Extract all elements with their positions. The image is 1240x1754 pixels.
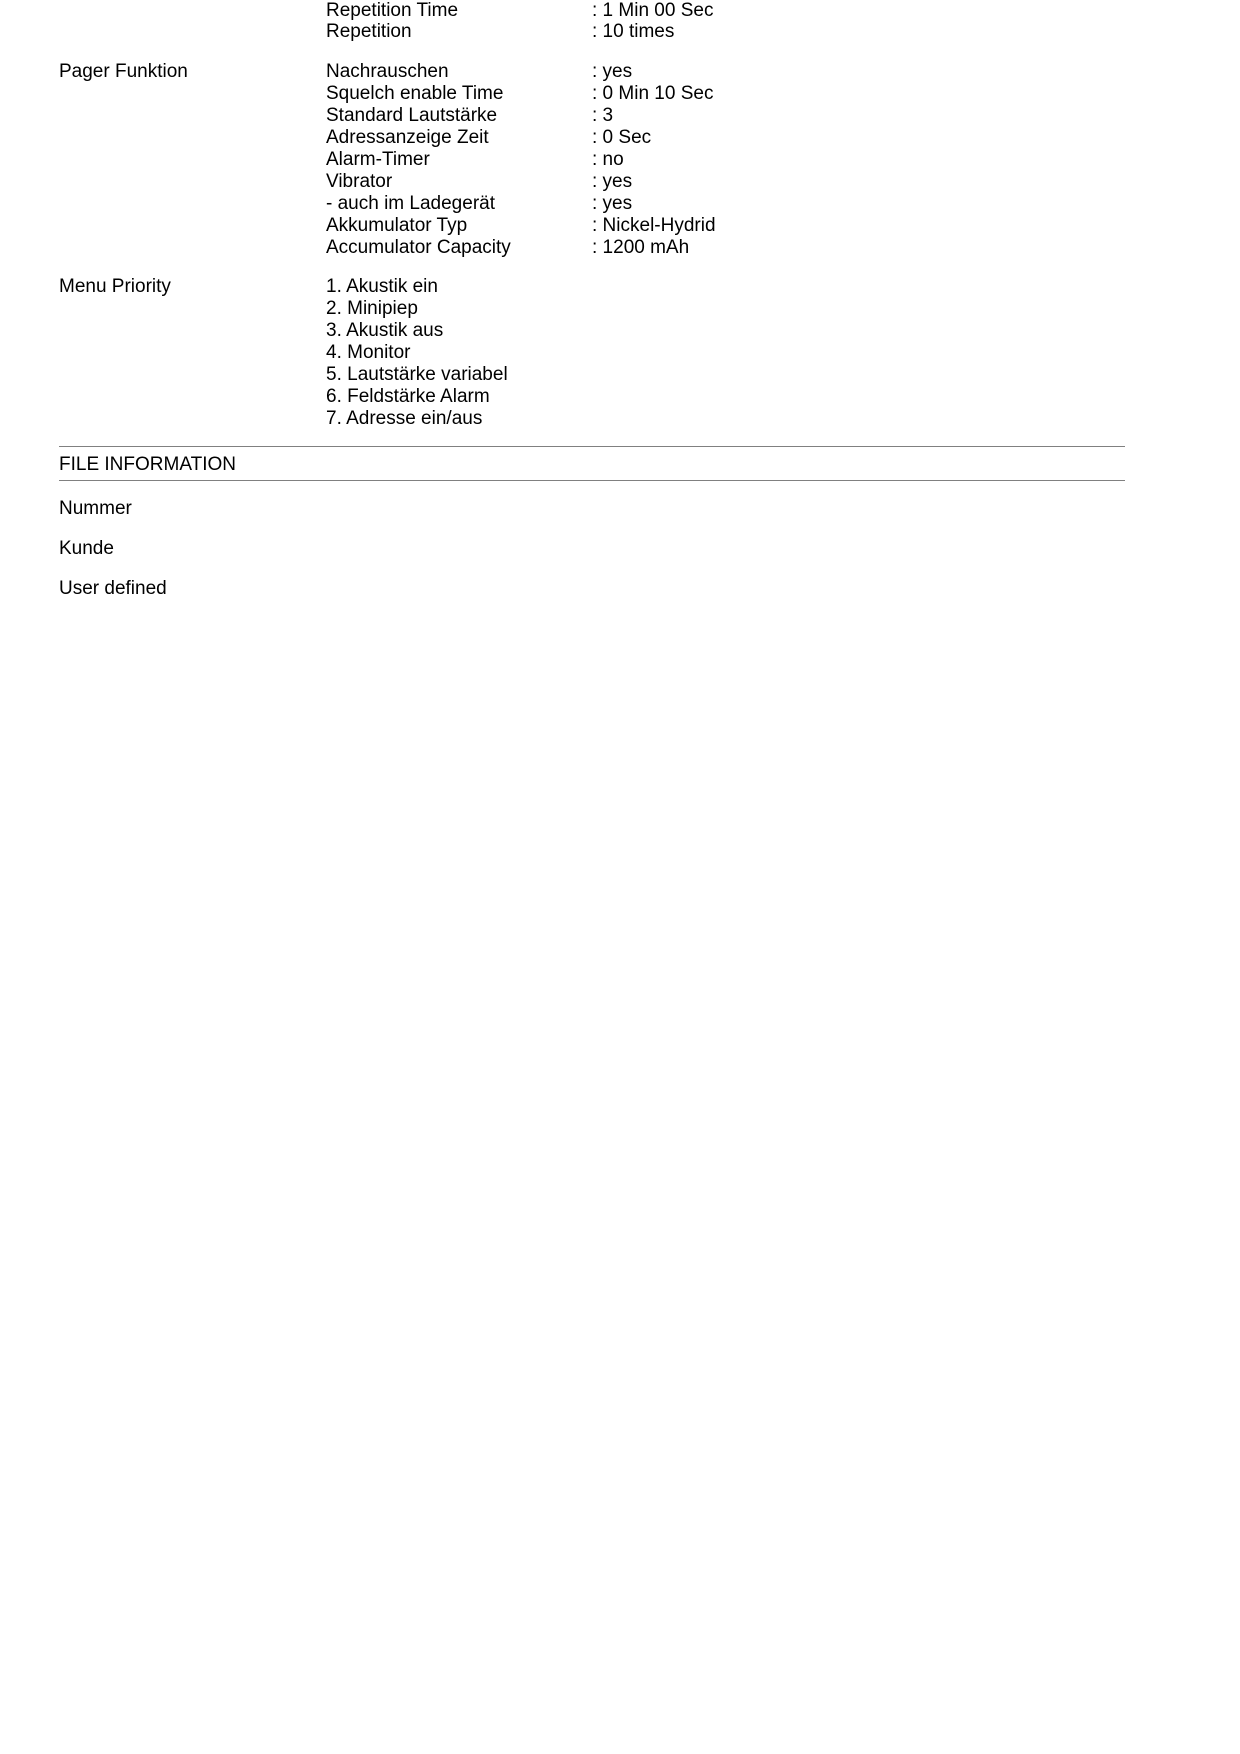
pager-row-label: Akkumulator Typ bbox=[326, 215, 468, 236]
pager-row-value: : yes bbox=[592, 171, 633, 192]
pager-row-label: Adressanzeige Zeit bbox=[326, 127, 489, 148]
repetition-time-value: : 1 Min 00 Sec bbox=[592, 0, 714, 21]
pager-row-value: : yes bbox=[592, 61, 633, 82]
file-field-user-defined: User defined bbox=[59, 578, 167, 599]
pager-row-label: Standard Lautstärke bbox=[326, 105, 498, 126]
menu-priority-item: 1. Akustik ein bbox=[326, 276, 438, 297]
file-field-number: Nummer bbox=[59, 498, 132, 519]
pager-row-label: - auch im Ladegerät bbox=[326, 193, 495, 214]
pager-row-label: Alarm-Timer bbox=[326, 149, 430, 170]
pager-function-heading: Pager Funktion bbox=[59, 61, 188, 82]
pager-row-value: : 1200 mAh bbox=[592, 237, 690, 258]
divider-bottom bbox=[59, 480, 1125, 481]
repetition-time-label: Repetition Time bbox=[326, 0, 459, 21]
menu-priority-item: 5. Lautstärke variabel bbox=[326, 364, 508, 385]
repetition-label: Repetition bbox=[326, 21, 412, 42]
pager-row-value: : 0 Sec bbox=[592, 127, 652, 148]
menu-priority-item: 7. Adresse ein/aus bbox=[326, 408, 483, 429]
menu-priority-item: 2. Minipiep bbox=[326, 298, 418, 319]
pager-row-label: Squelch enable Time bbox=[326, 83, 504, 104]
pager-row-value: : yes bbox=[592, 193, 633, 214]
menu-priority-item: 6. Feldstärke Alarm bbox=[326, 386, 490, 407]
divider-top bbox=[59, 446, 1125, 447]
menu-priority-item: 3. Akustik aus bbox=[326, 320, 444, 341]
file-information-heading: FILE INFORMATION bbox=[59, 454, 236, 475]
menu-priority-heading: Menu Priority bbox=[59, 276, 171, 297]
pager-row-value: : Nickel-Hydrid bbox=[592, 215, 716, 236]
menu-priority-item: 4. Monitor bbox=[326, 342, 411, 363]
pager-row-label: Nachrauschen bbox=[326, 61, 449, 82]
repetition-value: : 10 times bbox=[592, 21, 675, 42]
file-field-customer: Kunde bbox=[59, 538, 114, 559]
pager-row-label: Vibrator bbox=[326, 171, 393, 192]
pager-row-value: : 3 bbox=[592, 105, 614, 126]
pager-row-label: Accumulator Capacity bbox=[326, 237, 511, 258]
pager-row-value: : 0 Min 10 Sec bbox=[592, 83, 714, 104]
pager-row-value: : no bbox=[592, 149, 624, 170]
